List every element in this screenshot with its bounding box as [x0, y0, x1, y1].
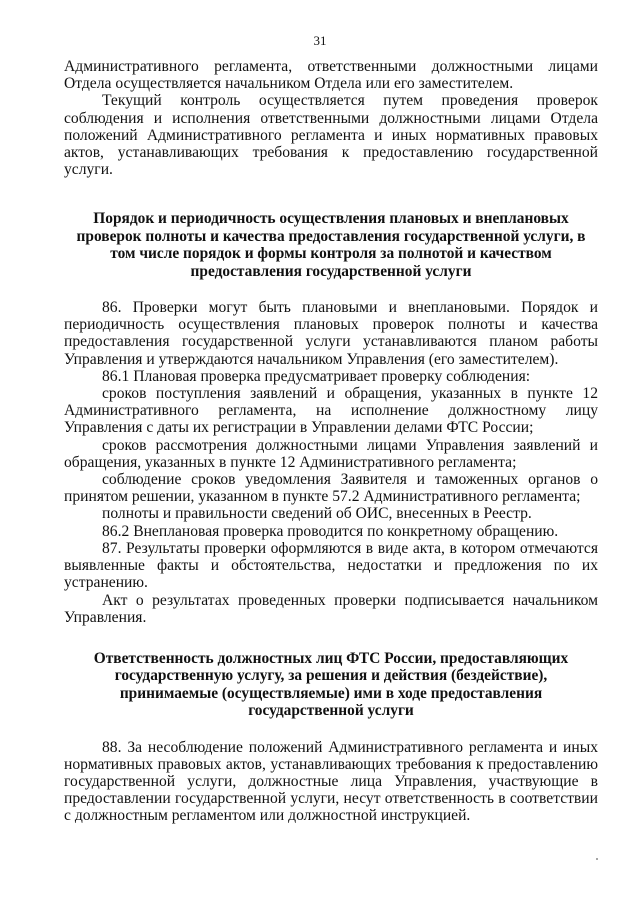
page-number: 31	[313, 33, 327, 48]
spacer	[64, 280, 598, 299]
spacer	[64, 720, 598, 739]
spacer	[64, 626, 598, 650]
paragraph-86: 86. Проверки могут быть плановыми и внеплановыми. Порядок и периодичность осуществления плановых проверок полноты и качества предоставления государственной услуги устанавливаются планом работы Управления и утверждаются начальником Управления (его заместителем).	[64, 299, 598, 368]
paragraph-item: полноты и правильности сведений об ОИС, внесенных в Реестр.	[102, 505, 532, 523]
scan-dot	[596, 858, 598, 860]
paragraph-item: сроков поступления заявлений и обращения, указанных в пункте 12 Административного регламента, на исполнение должностному лицу Управления с даты их регистрации в Управлении делами ФТС России;	[64, 385, 598, 437]
paragraph-current-control: Текущий контроль осуществляется путем проведения проверок соблюдения и исполнения ответственными должностными лицами Отдела положений Административного регламента и иных нормативных правовых актов, устанавливающих требования к предоставлению государственной услуги.	[64, 92, 598, 179]
section-heading-responsibility: Ответственность должностных лиц ФТС России, предоставляющих государственную услугу, за решения и действия (бездействие), принимаемые (осуществляемые) ими в ходе предоставления государственной услуги	[93, 649, 569, 720]
page-content	[64, 58, 598, 825]
paragraph-87: 87. Результаты проверки оформляются в виде акта, в котором отмечаются выявленные факты и обстоятельства, недостатки и предложения по их устранению.	[64, 539, 598, 592]
paragraph-item: соблюдение сроков уведомления Заявителя и таможенных органов о принятом решении, указанном в пункте 57.2 Административного регламента;	[64, 471, 598, 506]
paragraph-continuation: Административного регламента, ответственными должностными лицами Отдела осуществляется начальником Отдела или его заместителем.	[64, 58, 598, 93]
paragraph-88: 88. За несоблюдение положений Административного регламента и иных нормативных правовых актов, устанавливающих требования к предоставлению государственной услуги, должностные лица Управления, участвующие в предоставлении государственной услуги, несут ответственность в соответствии с должностным регламентом или должностной инструкцией.	[64, 738, 598, 825]
paragraph-86-2: 86.2 Внеплановая проверка проводится по конкретному обращению.	[102, 522, 559, 540]
paragraph-86-1: 86.1 Плановая проверка предусматривает проверку соблюдения:	[102, 367, 531, 385]
section-heading-inspections: Порядок и периодичность осуществления плановых и внеплановых проверок полноты и качества предоставления государственной услуги, в том числе порядок и формы контроля за полнотой и качеством предоставления государственной услуги	[76, 210, 586, 280]
paragraph-item: сроков рассмотрения должностными лицами Управления заявлений и обращения, указанных в пункте 12 Административного регламента;	[64, 436, 598, 471]
spacer	[64, 178, 598, 210]
paragraph-act: Акт о результатах проведенных проверки подписывается начальником Управления.	[64, 591, 598, 626]
